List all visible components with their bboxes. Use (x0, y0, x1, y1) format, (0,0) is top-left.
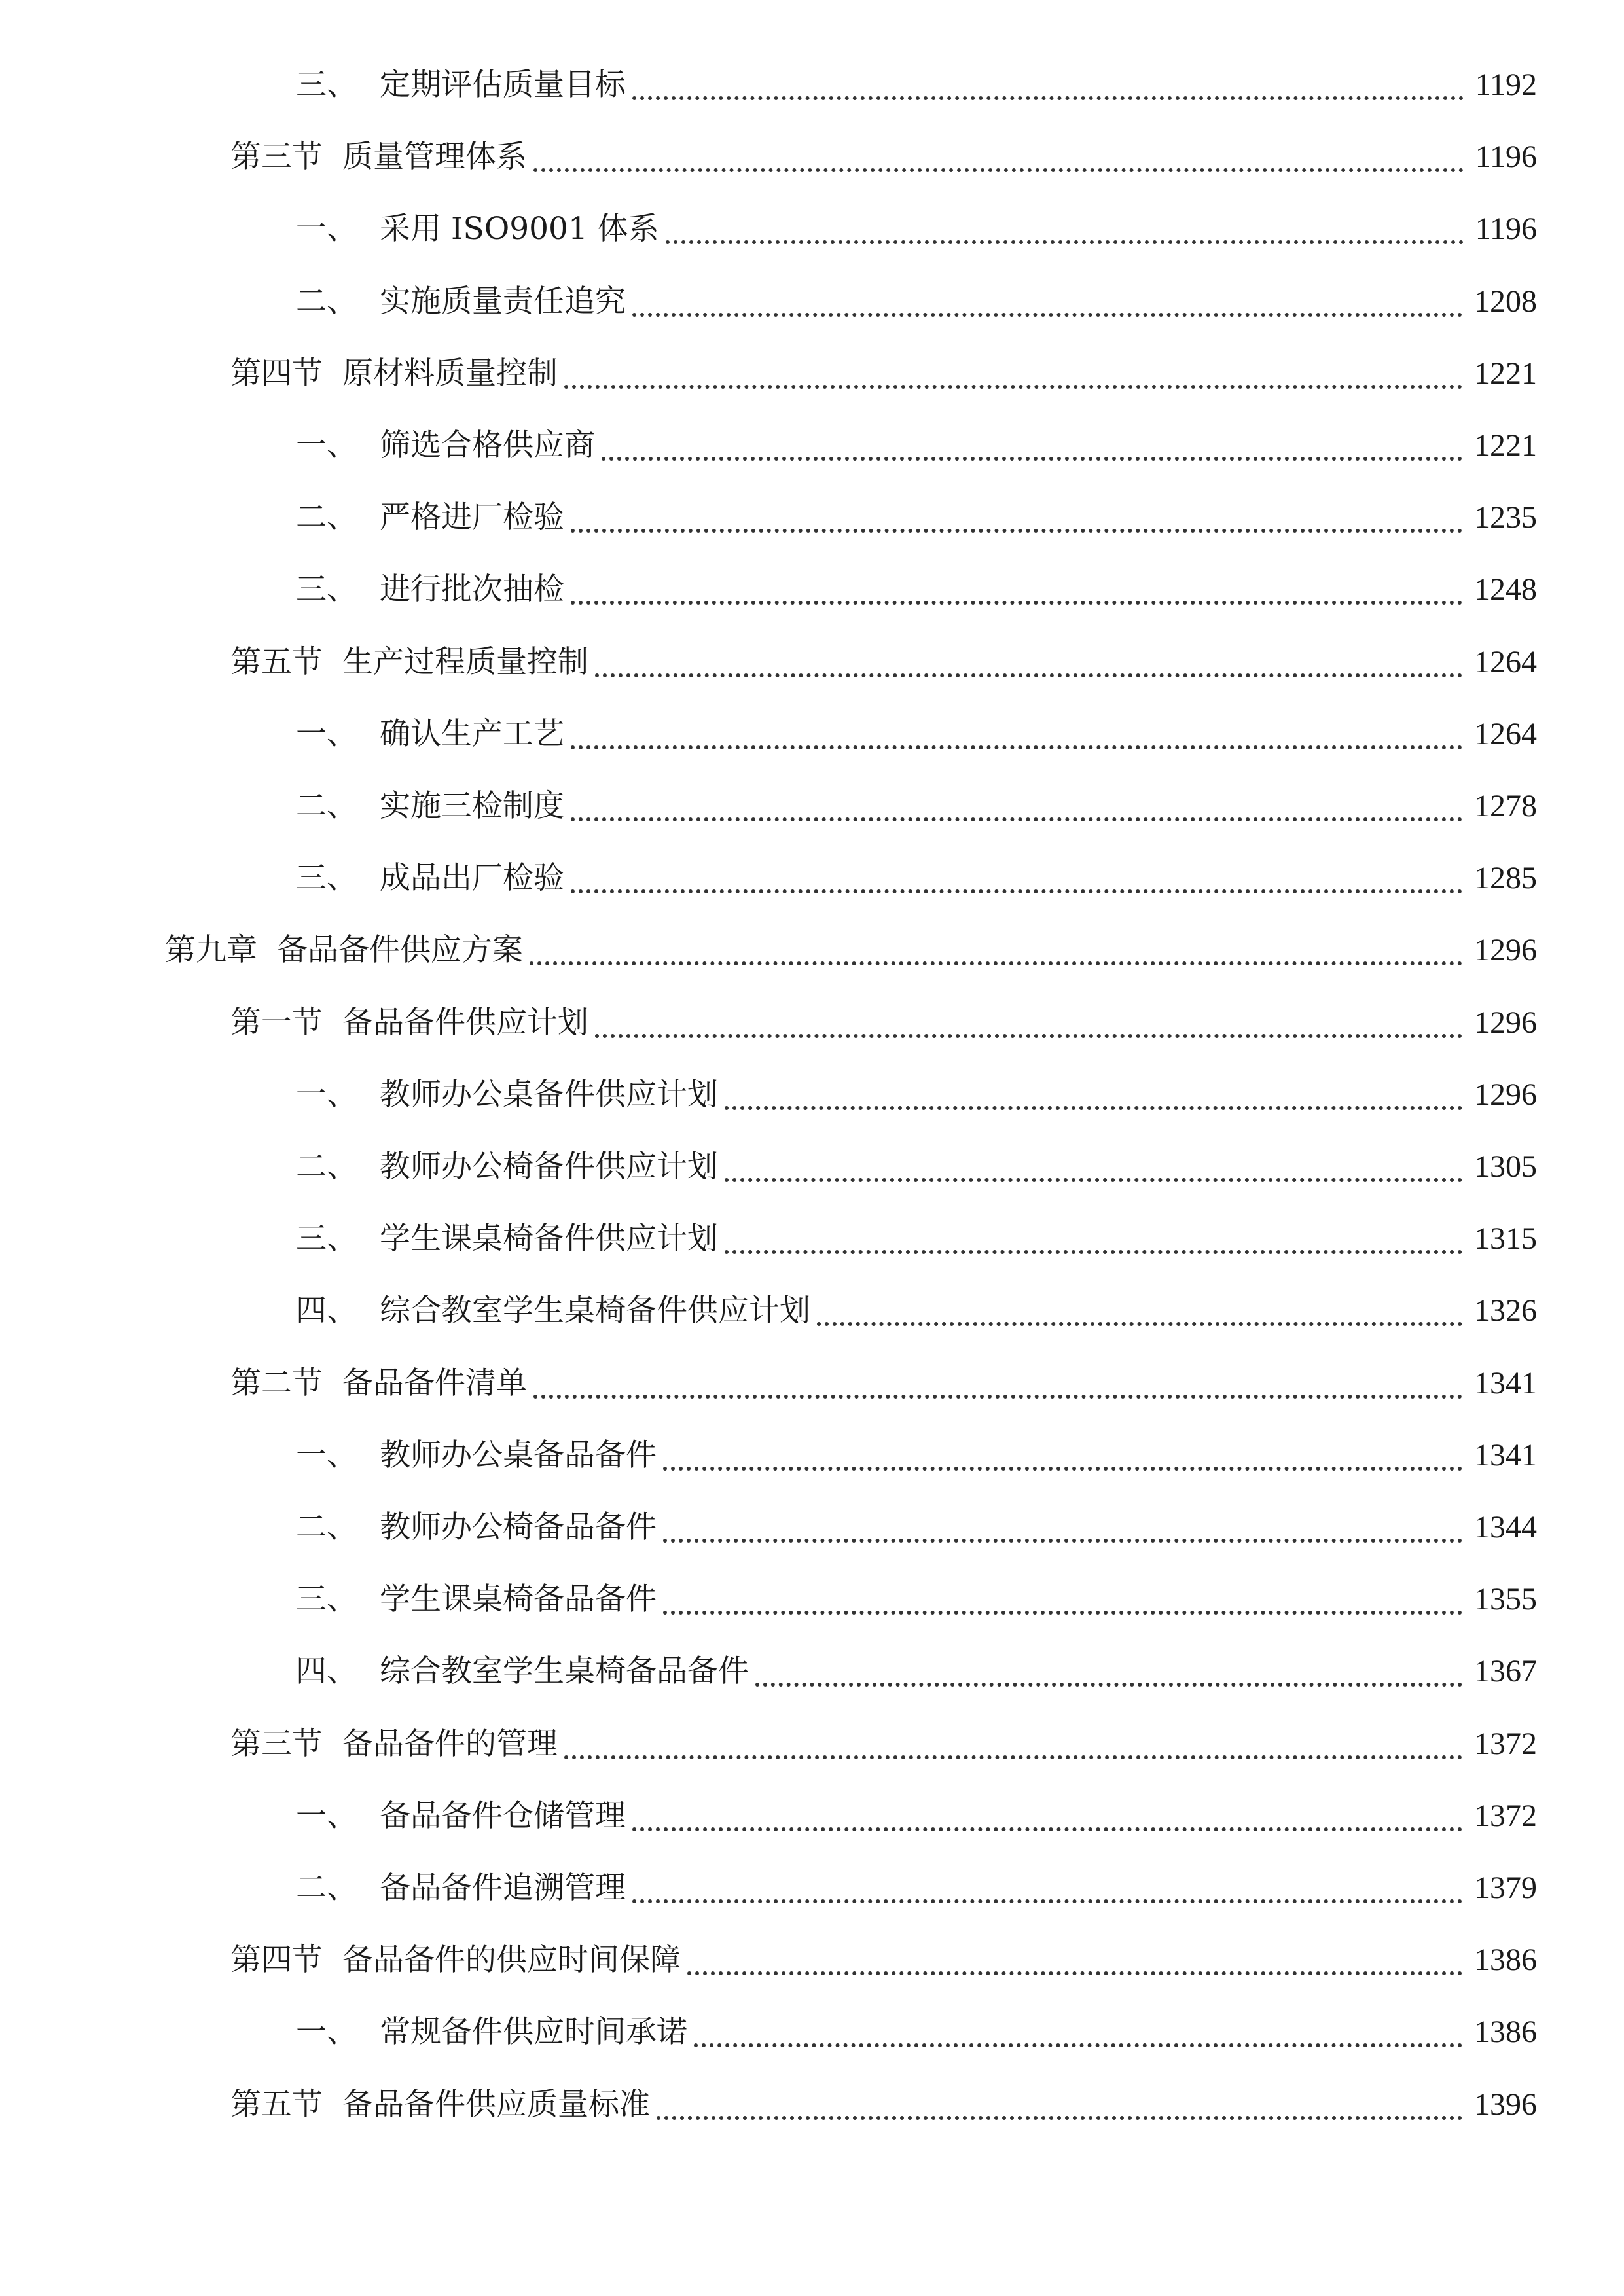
toc-entry-title: 教师办公椅备件供应计划 (380, 1149, 718, 1185)
toc-entry-title: 原材料质量控制 (342, 355, 558, 391)
toc-entry-title: 综合教室学生桌椅备件供应计划 (380, 1293, 810, 1329)
dot-leader (657, 2116, 1462, 2120)
toc-entry-page-number: 1344 (1474, 1510, 1537, 1545)
toc-entry-page-number: 1264 (1474, 644, 1537, 679)
toc-entry-number: 第九章 (165, 932, 257, 969)
toc-entry-number: 一、 (296, 211, 357, 247)
dot-leader (595, 673, 1462, 677)
toc-entry-title: 备品备件的供应时间保障 (342, 1942, 681, 1979)
toc-entry-page-number: 1235 (1474, 500, 1537, 535)
toc-entry-title: 备品备件清单 (342, 1365, 527, 1401)
toc-entry[interactable] (296, 1852, 1537, 1924)
dot-leader (632, 1899, 1462, 1903)
toc-entry[interactable] (230, 626, 1537, 698)
toc-entry-number: 二、 (296, 1509, 357, 1545)
dot-leader (571, 601, 1462, 605)
toc-entry-title: 严格进厂检验 (380, 499, 564, 536)
toc-entry-title: 实施三检制度 (380, 788, 564, 824)
toc-entry[interactable] (230, 121, 1537, 193)
dot-leader (694, 2043, 1462, 2047)
toc-entry-number: 第三节 (230, 139, 323, 175)
toc-entry-page-number: 1278 (1474, 789, 1537, 823)
dot-leader (530, 961, 1462, 965)
dot-leader (571, 529, 1462, 533)
toc-entry-number: 第四节 (230, 1942, 323, 1979)
toc-entry-number: 一、 (296, 2014, 357, 2051)
dot-leader (725, 1250, 1462, 1254)
toc-entry-number: 三、 (296, 1221, 357, 1257)
toc-entry-page-number: 1221 (1474, 355, 1537, 391)
toc-entry[interactable] (296, 1564, 1537, 1636)
toc-entry[interactable] (230, 1348, 1537, 1420)
toc-entry-title: 生产过程质量控制 (342, 643, 588, 680)
dot-leader (663, 1611, 1462, 1615)
dot-leader (632, 96, 1464, 100)
toc-entry[interactable] (296, 1275, 1537, 1347)
toc-entry-number: 一、 (296, 1076, 357, 1113)
dot-leader (663, 1539, 1462, 1543)
toc-entry-page-number: 1296 (1474, 1077, 1537, 1112)
dot-leader (666, 240, 1464, 244)
toc-entry-title: 学生课桌椅备品备件 (380, 1581, 657, 1618)
toc-entry-number: 二、 (296, 788, 357, 824)
toc-entry-page-number: 1372 (1474, 1798, 1537, 1833)
dot-leader (571, 889, 1462, 893)
toc-entry[interactable] (296, 842, 1537, 914)
toc-entry[interactable] (296, 1492, 1537, 1564)
toc-entry-page-number: 1285 (1474, 861, 1537, 896)
toc-entry-page-number: 1355 (1474, 1582, 1537, 1617)
toc-entry-number: 三、 (296, 860, 357, 897)
toc-entry-number: 三、 (296, 1581, 357, 1618)
toc-entry-number: 一、 (296, 715, 357, 752)
toc-entry[interactable] (296, 1059, 1537, 1131)
toc-entry[interactable] (296, 770, 1537, 842)
toc-entry-number: 第五节 (230, 2086, 323, 2123)
toc-entry-number: 二、 (296, 499, 357, 536)
dot-leader (817, 1322, 1462, 1326)
toc-entry-page-number: 1196 (1475, 211, 1537, 247)
dot-leader (755, 1683, 1462, 1687)
toc-entry[interactable] (296, 482, 1537, 554)
dot-leader (687, 1971, 1462, 1975)
toc-entry-number: 四、 (296, 1653, 357, 1690)
toc-entry-page-number: 1248 (1474, 572, 1537, 607)
toc-entry-title: 教师办公桌备件供应计划 (380, 1076, 718, 1113)
toc-entry-title: 备品备件供应方案 (277, 932, 523, 969)
toc-entry-page-number: 1196 (1475, 139, 1537, 175)
toc-entry-title: 进行批次抽检 (380, 571, 564, 608)
toc-entry-page-number: 1379 (1474, 1871, 1537, 1905)
toc-entry[interactable] (296, 1636, 1537, 1708)
toc-entry-number: 第二节 (230, 1365, 323, 1401)
toc-entry-page-number: 1396 (1474, 2087, 1537, 2122)
toc-entry-number: 三、 (296, 571, 357, 608)
dot-leader (571, 817, 1462, 821)
toc-entry-title: 备品备件供应计划 (342, 1004, 588, 1041)
toc-entry-title: 成品出厂检验 (380, 860, 564, 897)
toc-entry-number: 二、 (296, 1870, 357, 1906)
toc-entry-number: 第三节 (230, 1725, 323, 1762)
toc-entry-page-number: 1315 (1474, 1221, 1537, 1257)
toc-entry-title: 实施质量责任追究 (380, 283, 626, 319)
toc-entry-number: 二、 (296, 283, 357, 319)
toc-entry-page-number: 1296 (1474, 1005, 1537, 1040)
toc-entry-page-number: 1341 (1474, 1365, 1537, 1401)
dot-leader (602, 457, 1462, 461)
dot-leader (632, 1827, 1462, 1831)
toc-entry[interactable] (296, 698, 1537, 770)
toc-entry-title: 定期评估质量目标 (380, 67, 626, 103)
toc-entry-title: 备品备件供应质量标准 (342, 2086, 650, 2123)
toc-entry-number: 第五节 (230, 643, 323, 680)
dot-leader (663, 1467, 1462, 1471)
dot-leader (533, 1395, 1462, 1399)
toc-entry-number: 一、 (296, 1437, 357, 1473)
toc-entry[interactable] (296, 1203, 1537, 1275)
toc-entry-title: 常规备件供应时间承诺 (380, 2014, 687, 2051)
toc-entry-page-number: 1192 (1475, 67, 1537, 102)
dot-leader (571, 745, 1462, 749)
toc-entry-page-number: 1341 (1474, 1437, 1537, 1473)
toc-entry-number: 二、 (296, 1149, 357, 1185)
toc-entry[interactable] (230, 1708, 1537, 1780)
toc-entry[interactable] (296, 1780, 1537, 1852)
toc-entry-number: 第四节 (230, 355, 323, 391)
toc-entry-page-number: 1305 (1474, 1149, 1537, 1184)
dot-leader (632, 313, 1462, 317)
dot-leader (725, 1178, 1462, 1182)
toc-entry-number: 四、 (296, 1293, 357, 1329)
toc-entry-title: 备品备件仓储管理 (380, 1797, 626, 1834)
toc-entry[interactable] (230, 1924, 1537, 1996)
dot-leader (564, 385, 1462, 389)
toc-entry-number: 三、 (296, 67, 357, 103)
toc-entry[interactable] (296, 266, 1537, 338)
toc-entry-page-number: 1221 (1474, 428, 1537, 463)
toc-entry-title: 备品备件的管理 (342, 1725, 558, 1762)
toc-entry-page-number: 1296 (1474, 933, 1537, 968)
toc-entry-title: 筛选合格供应商 (380, 427, 595, 463)
toc-entry-title: 确认生产工艺 (380, 715, 564, 752)
toc-entry-title: 综合教室学生桌椅备品备件 (380, 1653, 749, 1690)
dot-leader (533, 168, 1464, 172)
toc-entry[interactable] (230, 338, 1537, 410)
toc-entry[interactable] (296, 1131, 1537, 1203)
toc-entry-number: 第一节 (230, 1004, 323, 1041)
toc-entry-title: 采用 ISO9001 体系 (380, 211, 659, 247)
toc-entry-page-number: 1372 (1474, 1726, 1537, 1761)
dot-leader (564, 1755, 1462, 1759)
toc-entry-page-number: 1326 (1474, 1293, 1537, 1329)
toc-entry[interactable] (296, 193, 1537, 265)
toc-entry-number: 一、 (296, 427, 357, 463)
toc-entry-title: 学生课桌椅备件供应计划 (380, 1221, 718, 1257)
toc-entry-title: 教师办公桌备品备件 (380, 1437, 657, 1473)
dot-leader (725, 1106, 1462, 1110)
toc-entry[interactable] (230, 2069, 1537, 2141)
toc-entry[interactable] (165, 914, 1537, 986)
toc-entry-page-number: 1367 (1474, 1654, 1537, 1689)
toc-entry-title: 备品备件追溯管理 (380, 1870, 626, 1906)
toc-entry[interactable] (296, 1996, 1537, 2068)
toc-entry-title: 教师办公椅备品备件 (380, 1509, 657, 1545)
toc-entry[interactable] (296, 554, 1537, 626)
toc-entry-number: 一、 (296, 1797, 357, 1834)
toc-entry-page-number: 1386 (1474, 1943, 1537, 1978)
toc-entry-page-number: 1208 (1474, 283, 1537, 319)
toc-entry[interactable] (296, 1420, 1537, 1492)
toc-entry[interactable] (230, 987, 1537, 1059)
dot-leader (595, 1034, 1462, 1038)
toc-entry[interactable] (296, 49, 1537, 121)
toc-entry[interactable] (296, 410, 1537, 482)
toc-entry-page-number: 1386 (1474, 2015, 1537, 2050)
toc-entry-title: 质量管理体系 (342, 139, 527, 175)
toc-entry-page-number: 1264 (1474, 716, 1537, 751)
